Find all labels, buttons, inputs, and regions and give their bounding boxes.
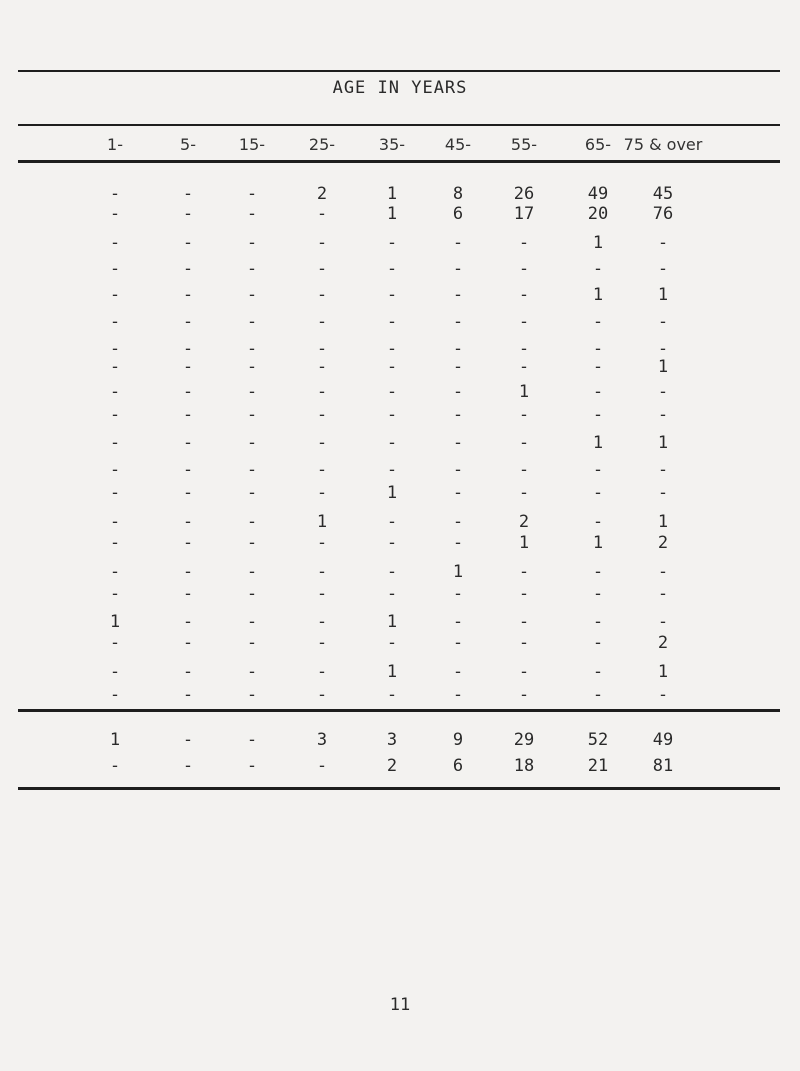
table-cell: - bbox=[246, 612, 258, 632]
table-cell: - bbox=[182, 405, 194, 425]
table-cell: - bbox=[452, 633, 464, 653]
table-cell: - bbox=[246, 562, 258, 582]
table-cell: - bbox=[592, 405, 604, 425]
table-cell: - bbox=[657, 584, 669, 604]
table-cell: - bbox=[316, 460, 328, 480]
table-cell: 8 bbox=[452, 184, 464, 204]
table-cell: - bbox=[316, 259, 328, 279]
table-row bbox=[0, 561, 800, 583]
table-cell: - bbox=[182, 339, 194, 359]
heading-rule bbox=[18, 124, 780, 126]
table-cell: - bbox=[109, 405, 121, 425]
table-cell: - bbox=[452, 483, 464, 503]
table-cell: 1 bbox=[657, 433, 669, 453]
table-cell: - bbox=[109, 184, 121, 204]
table-cell: - bbox=[182, 533, 194, 553]
table-cell: - bbox=[518, 662, 530, 682]
table-cell: - bbox=[316, 483, 328, 503]
table-cell: 1 bbox=[592, 285, 604, 305]
table-cell: - bbox=[316, 533, 328, 553]
table-cell: - bbox=[182, 184, 194, 204]
table-cell: - bbox=[182, 204, 194, 224]
table-cell: 1 bbox=[518, 533, 530, 553]
table-cell: - bbox=[182, 460, 194, 480]
column-header: 5- bbox=[180, 135, 196, 154]
table-row bbox=[0, 532, 800, 554]
column-header: 65- bbox=[584, 135, 612, 154]
table-cell: - bbox=[246, 460, 258, 480]
table-cell: - bbox=[452, 312, 464, 332]
table-row bbox=[0, 404, 800, 426]
table-cell: - bbox=[592, 512, 604, 532]
table-cell: - bbox=[182, 259, 194, 279]
table-cell: - bbox=[316, 382, 328, 402]
table-cell: - bbox=[316, 204, 328, 224]
table-cell: - bbox=[592, 662, 604, 682]
table-cell: 1 bbox=[592, 233, 604, 253]
table-row bbox=[0, 511, 800, 533]
column-header: 45- bbox=[444, 135, 472, 154]
table-cell: - bbox=[109, 285, 121, 305]
table-cell: - bbox=[109, 357, 121, 377]
totals-row bbox=[0, 729, 800, 751]
table-cell: - bbox=[518, 233, 530, 253]
table-cell: - bbox=[518, 405, 530, 425]
table-cell: - bbox=[109, 204, 121, 224]
table-cell: - bbox=[518, 562, 530, 582]
table-cell: - bbox=[109, 533, 121, 553]
table-cell: - bbox=[452, 512, 464, 532]
table-cell: - bbox=[246, 339, 258, 359]
table-cell: - bbox=[592, 483, 604, 503]
bottom-rule bbox=[18, 787, 780, 790]
table-row bbox=[0, 661, 800, 683]
table-cell: - bbox=[246, 685, 258, 705]
table-cell: - bbox=[452, 233, 464, 253]
table-cell: - bbox=[452, 533, 464, 553]
totals-cell: 9 bbox=[452, 730, 464, 750]
table-cell: - bbox=[246, 405, 258, 425]
table-cell: - bbox=[592, 612, 604, 632]
table-cell: - bbox=[109, 562, 121, 582]
table-cell: - bbox=[386, 405, 398, 425]
table-cell: - bbox=[182, 233, 194, 253]
table-cell: - bbox=[657, 233, 669, 253]
table-cell: - bbox=[452, 382, 464, 402]
table-cell: 20 bbox=[587, 204, 609, 224]
table-cell: - bbox=[246, 483, 258, 503]
table-cell: - bbox=[518, 685, 530, 705]
table-cell: - bbox=[518, 357, 530, 377]
table-cell: - bbox=[109, 584, 121, 604]
table-row bbox=[0, 311, 800, 333]
totals-cell: 6 bbox=[452, 756, 464, 776]
table-cell: 1 bbox=[592, 433, 604, 453]
column-header: 75 & over bbox=[623, 135, 703, 154]
table-cell: - bbox=[182, 685, 194, 705]
table-cell: - bbox=[246, 259, 258, 279]
table-cell: - bbox=[518, 285, 530, 305]
table-cell: 76 bbox=[652, 204, 674, 224]
table-cell: - bbox=[657, 460, 669, 480]
table-cell: - bbox=[182, 633, 194, 653]
header-rule bbox=[18, 160, 780, 163]
table-cell: 1 bbox=[386, 184, 398, 204]
table-cell: - bbox=[109, 483, 121, 503]
table-cell: - bbox=[182, 285, 194, 305]
table-cell: 1 bbox=[657, 357, 669, 377]
table-cell: - bbox=[246, 633, 258, 653]
table-cell: - bbox=[518, 259, 530, 279]
table-cell: - bbox=[657, 685, 669, 705]
table-cell: - bbox=[316, 405, 328, 425]
totals-cell: 52 bbox=[587, 730, 609, 750]
table-cell: - bbox=[182, 312, 194, 332]
table-cell: - bbox=[657, 483, 669, 503]
table-cell: - bbox=[246, 312, 258, 332]
table-cell: - bbox=[109, 433, 121, 453]
table-cell: 1 bbox=[657, 512, 669, 532]
table-cell: 1 bbox=[109, 612, 121, 632]
table-cell: - bbox=[452, 405, 464, 425]
table-cell: - bbox=[592, 357, 604, 377]
totals-cell: 81 bbox=[652, 756, 674, 776]
table-cell: - bbox=[246, 433, 258, 453]
table-cell: - bbox=[109, 312, 121, 332]
table-cell: - bbox=[592, 584, 604, 604]
table-cell: - bbox=[246, 285, 258, 305]
table-cell: 1 bbox=[452, 562, 464, 582]
column-header: 35- bbox=[378, 135, 406, 154]
table-cell: - bbox=[452, 584, 464, 604]
table-cell: - bbox=[182, 483, 194, 503]
table-cell: - bbox=[657, 562, 669, 582]
table-cell: - bbox=[386, 233, 398, 253]
table-cell: 1 bbox=[657, 285, 669, 305]
table-row bbox=[0, 632, 800, 654]
table-row bbox=[0, 381, 800, 403]
table-cell: - bbox=[452, 259, 464, 279]
top-rule bbox=[18, 70, 780, 72]
totals-cell: 29 bbox=[513, 730, 535, 750]
table-cell: - bbox=[518, 460, 530, 480]
totals-cell: - bbox=[182, 756, 194, 776]
totals-cell: 1 bbox=[109, 730, 121, 750]
table-cell: - bbox=[109, 233, 121, 253]
table-cell: - bbox=[386, 433, 398, 453]
table-cell: 2 bbox=[657, 533, 669, 553]
totals-cell: - bbox=[109, 756, 121, 776]
table-cell: - bbox=[182, 512, 194, 532]
table-cell: - bbox=[109, 662, 121, 682]
table-row bbox=[0, 583, 800, 605]
table-cell: - bbox=[452, 285, 464, 305]
table-cell: 6 bbox=[452, 204, 464, 224]
table-cell: - bbox=[657, 339, 669, 359]
table-cell: - bbox=[592, 339, 604, 359]
table-cell: - bbox=[657, 259, 669, 279]
table-cell: - bbox=[518, 339, 530, 359]
table-cell: - bbox=[316, 612, 328, 632]
table-cell: - bbox=[592, 685, 604, 705]
table-cell: - bbox=[592, 562, 604, 582]
table-cell: - bbox=[109, 259, 121, 279]
table-cell: - bbox=[316, 633, 328, 653]
table-cell: - bbox=[316, 357, 328, 377]
table-cell: - bbox=[316, 662, 328, 682]
table-cell: - bbox=[182, 433, 194, 453]
table-cell: - bbox=[386, 382, 398, 402]
table-cell: - bbox=[182, 382, 194, 402]
table-cell: 1 bbox=[386, 483, 398, 503]
totals-cell: - bbox=[246, 730, 258, 750]
table-cell: - bbox=[657, 405, 669, 425]
table-cell: - bbox=[182, 357, 194, 377]
table-cell: - bbox=[386, 285, 398, 305]
table-cell: - bbox=[452, 612, 464, 632]
table-row bbox=[0, 432, 800, 454]
table-cell: - bbox=[182, 562, 194, 582]
totals-cell: 2 bbox=[386, 756, 398, 776]
table-cell: - bbox=[246, 512, 258, 532]
table-cell: - bbox=[518, 612, 530, 632]
table-cell: - bbox=[452, 662, 464, 682]
table-cell: - bbox=[246, 357, 258, 377]
table-cell: - bbox=[316, 285, 328, 305]
table-cell: - bbox=[316, 433, 328, 453]
table-cell: 26 bbox=[513, 184, 535, 204]
totals-cell: 21 bbox=[587, 756, 609, 776]
totals-rule bbox=[18, 709, 780, 712]
table-cell: - bbox=[386, 685, 398, 705]
table-row bbox=[0, 459, 800, 481]
page-number: 11 bbox=[389, 995, 411, 1015]
table-row bbox=[0, 684, 800, 706]
table-cell: 45 bbox=[652, 184, 674, 204]
table-cell: - bbox=[246, 584, 258, 604]
table-cell: - bbox=[386, 312, 398, 332]
table-cell: - bbox=[182, 584, 194, 604]
column-header: 1- bbox=[107, 135, 123, 154]
table-cell: - bbox=[246, 233, 258, 253]
table-cell: 17 bbox=[513, 204, 535, 224]
column-header: 55- bbox=[510, 135, 538, 154]
table-cell: - bbox=[316, 562, 328, 582]
table-cell: - bbox=[657, 612, 669, 632]
column-header: 25- bbox=[308, 135, 336, 154]
table-row bbox=[0, 482, 800, 504]
column-header: 15- bbox=[238, 135, 266, 154]
table-cell: 2 bbox=[518, 512, 530, 532]
table-row bbox=[0, 611, 800, 633]
table-cell: - bbox=[518, 584, 530, 604]
table-cell: - bbox=[452, 339, 464, 359]
table-cell: - bbox=[592, 460, 604, 480]
table-cell: 1 bbox=[316, 512, 328, 532]
table-cell: - bbox=[452, 357, 464, 377]
table-cell: 1 bbox=[386, 662, 398, 682]
table-cell: - bbox=[316, 584, 328, 604]
totals-cell: - bbox=[316, 756, 328, 776]
table-cell: - bbox=[246, 533, 258, 553]
table-cell: - bbox=[316, 233, 328, 253]
table-row bbox=[0, 232, 800, 254]
table-cell: - bbox=[182, 612, 194, 632]
table-cell: - bbox=[109, 460, 121, 480]
table-cell: - bbox=[518, 633, 530, 653]
table-cell: - bbox=[109, 633, 121, 653]
totals-cell: - bbox=[182, 730, 194, 750]
table-cell: - bbox=[246, 382, 258, 402]
totals-cell: - bbox=[246, 756, 258, 776]
table-cell: - bbox=[592, 259, 604, 279]
totals-cell: 3 bbox=[316, 730, 328, 750]
totals-cell: 18 bbox=[513, 756, 535, 776]
table-row bbox=[0, 183, 800, 205]
table-cell: 1 bbox=[386, 612, 398, 632]
totals-row bbox=[0, 755, 800, 777]
table-cell: 49 bbox=[587, 184, 609, 204]
table-cell: 1 bbox=[592, 533, 604, 553]
table-cell: - bbox=[386, 339, 398, 359]
age-heading: AGE IN YEARS bbox=[332, 78, 468, 98]
column-header-row bbox=[0, 134, 800, 156]
table-cell: - bbox=[109, 339, 121, 359]
table-cell: - bbox=[246, 184, 258, 204]
table-cell: 2 bbox=[316, 184, 328, 204]
totals-cell: 3 bbox=[386, 730, 398, 750]
table-cell: 2 bbox=[657, 633, 669, 653]
table-cell: - bbox=[386, 460, 398, 480]
table-cell: - bbox=[182, 662, 194, 682]
table-cell: - bbox=[316, 685, 328, 705]
table-cell: - bbox=[657, 312, 669, 332]
table-cell: - bbox=[386, 533, 398, 553]
table-cell: - bbox=[518, 312, 530, 332]
table-cell: - bbox=[592, 382, 604, 402]
table-cell: 1 bbox=[518, 382, 530, 402]
table-cell: - bbox=[316, 312, 328, 332]
table-cell: - bbox=[452, 685, 464, 705]
table-cell: 1 bbox=[657, 662, 669, 682]
table-row bbox=[0, 356, 800, 378]
table-cell: 1 bbox=[386, 204, 398, 224]
table-cell: - bbox=[246, 204, 258, 224]
table-cell: - bbox=[386, 512, 398, 532]
table-cell: - bbox=[109, 382, 121, 402]
table-cell: - bbox=[386, 259, 398, 279]
table-row bbox=[0, 258, 800, 280]
table-cell: - bbox=[386, 562, 398, 582]
table-row bbox=[0, 284, 800, 306]
table-cell: - bbox=[452, 433, 464, 453]
table-cell: - bbox=[518, 483, 530, 503]
table-cell: - bbox=[316, 339, 328, 359]
table-cell: - bbox=[109, 512, 121, 532]
table-cell: - bbox=[657, 382, 669, 402]
table-cell: - bbox=[246, 662, 258, 682]
table-cell: - bbox=[518, 433, 530, 453]
table-cell: - bbox=[386, 584, 398, 604]
totals-cell: 49 bbox=[652, 730, 674, 750]
table-cell: - bbox=[452, 460, 464, 480]
table-cell: - bbox=[592, 312, 604, 332]
table-cell: - bbox=[592, 633, 604, 653]
table-cell: - bbox=[386, 633, 398, 653]
table-cell: - bbox=[109, 685, 121, 705]
table-row bbox=[0, 203, 800, 225]
table-cell: - bbox=[386, 357, 398, 377]
